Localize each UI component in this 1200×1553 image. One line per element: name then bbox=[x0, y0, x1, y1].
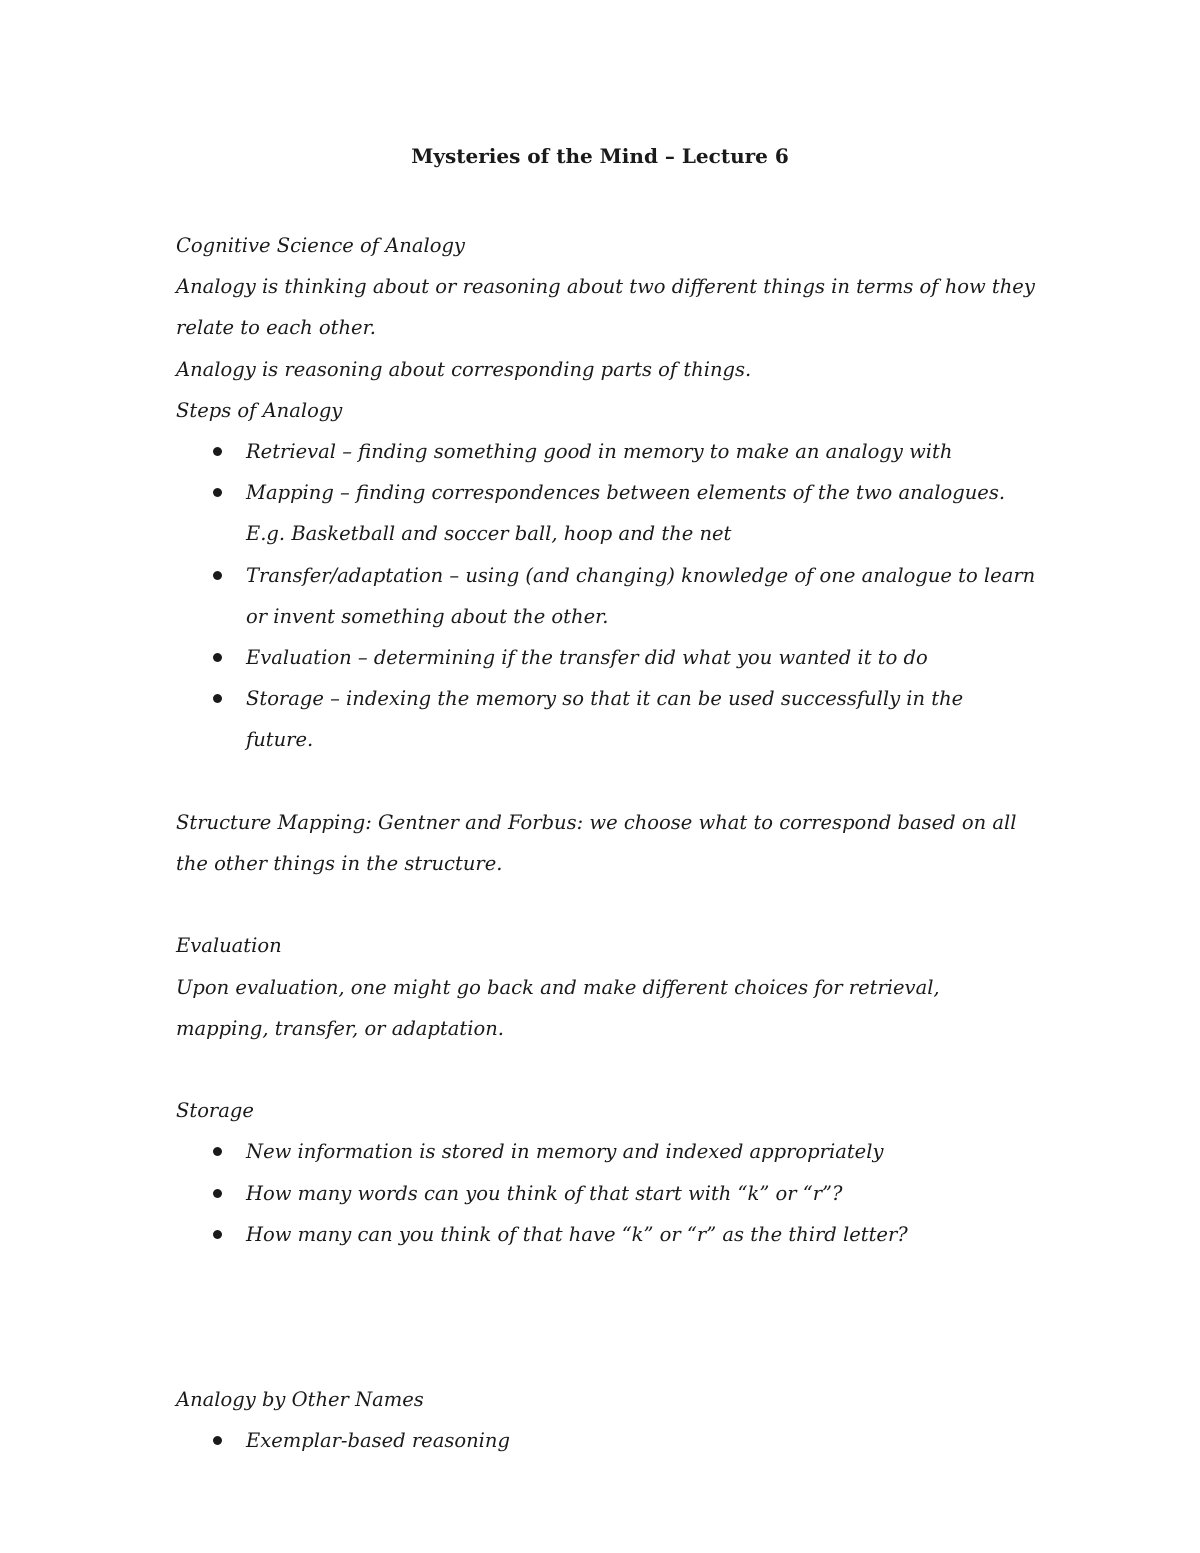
list-item-mapping bbox=[176, 472, 1036, 554]
list-item-text: Evaluation – determining if the transfer did what you wanted it to do bbox=[246, 646, 928, 670]
list-item bbox=[176, 1214, 1036, 1255]
other-names-list bbox=[176, 1420, 1036, 1461]
bullet-icon bbox=[213, 1189, 222, 1198]
list-item-text: Exemplar-based reasoning bbox=[246, 1428, 510, 1452]
list-item bbox=[176, 1420, 1036, 1461]
list-item-retrieval bbox=[176, 431, 1036, 472]
list-item-text: Transfer/adaptation – using (and changing) knowledge of one analogue to learn or invent something about the other. bbox=[246, 563, 1036, 628]
list-item bbox=[176, 1131, 1036, 1172]
list-item-text: Mapping – finding correspondences between elements of the two analogues. E.g. Basketball and soccer ball, hoop and the net bbox=[246, 481, 1006, 546]
list-item-storage bbox=[176, 678, 1036, 760]
spacer bbox=[176, 761, 1036, 802]
list-item-text: How many words can you think of that start with “k” or “r”? bbox=[246, 1181, 843, 1205]
bullet-icon bbox=[213, 1230, 222, 1239]
list-item-text: New information is stored in memory and indexed appropriately bbox=[246, 1140, 884, 1164]
bullet-icon bbox=[213, 1436, 222, 1445]
bullet-icon bbox=[213, 447, 222, 456]
document-body bbox=[176, 225, 1036, 1461]
spacer bbox=[176, 1049, 1036, 1090]
evaluation-paragraph: Upon evaluation, one might go back and make different choices for retrieval, mapping, transfer, or adaptation. bbox=[176, 975, 940, 1040]
list-item bbox=[176, 1173, 1036, 1214]
list-item-text: How many can you think of that have “k” or “r” as the third letter? bbox=[246, 1222, 908, 1246]
steps-heading: Steps of Analogy bbox=[176, 398, 343, 422]
list-item-text: Retrieval – finding something good in memory to make an analogy with bbox=[246, 440, 953, 464]
section-heading-storage: Storage bbox=[176, 1099, 254, 1123]
bullet-icon bbox=[213, 571, 222, 580]
section-heading-other-names: Analogy by Other Names bbox=[176, 1387, 424, 1411]
bullet-icon bbox=[213, 488, 222, 497]
section-heading-evaluation: Evaluation bbox=[176, 934, 282, 958]
bullet-icon bbox=[213, 1147, 222, 1156]
spacer bbox=[176, 884, 1036, 925]
spacer bbox=[176, 1255, 1036, 1379]
bullet-icon bbox=[213, 694, 222, 703]
structure-mapping-paragraph: Structure Mapping: Gentner and Forbus: we choose what to correspond based on all the other things in the structure. bbox=[176, 810, 1017, 876]
storage-list bbox=[176, 1131, 1036, 1255]
list-item-transfer bbox=[176, 555, 1036, 637]
list-item-evaluation bbox=[176, 637, 1036, 678]
analogy-definition-1: Analogy is thinking about or reasoning about two different things in terms of how they relate to each other. bbox=[176, 275, 1035, 340]
bullet-icon bbox=[213, 653, 222, 662]
section-heading-cognitive-science: Cognitive Science of Analogy bbox=[176, 234, 465, 257]
steps-list bbox=[176, 431, 1036, 761]
list-item-text: Storage – indexing the memory so that it can be used successfully in the future. bbox=[246, 687, 964, 752]
document-title: Mysteries of the Mind – Lecture 6 bbox=[411, 144, 789, 168]
analogy-definition-2: Analogy is reasoning about corresponding parts of things. bbox=[176, 357, 752, 381]
